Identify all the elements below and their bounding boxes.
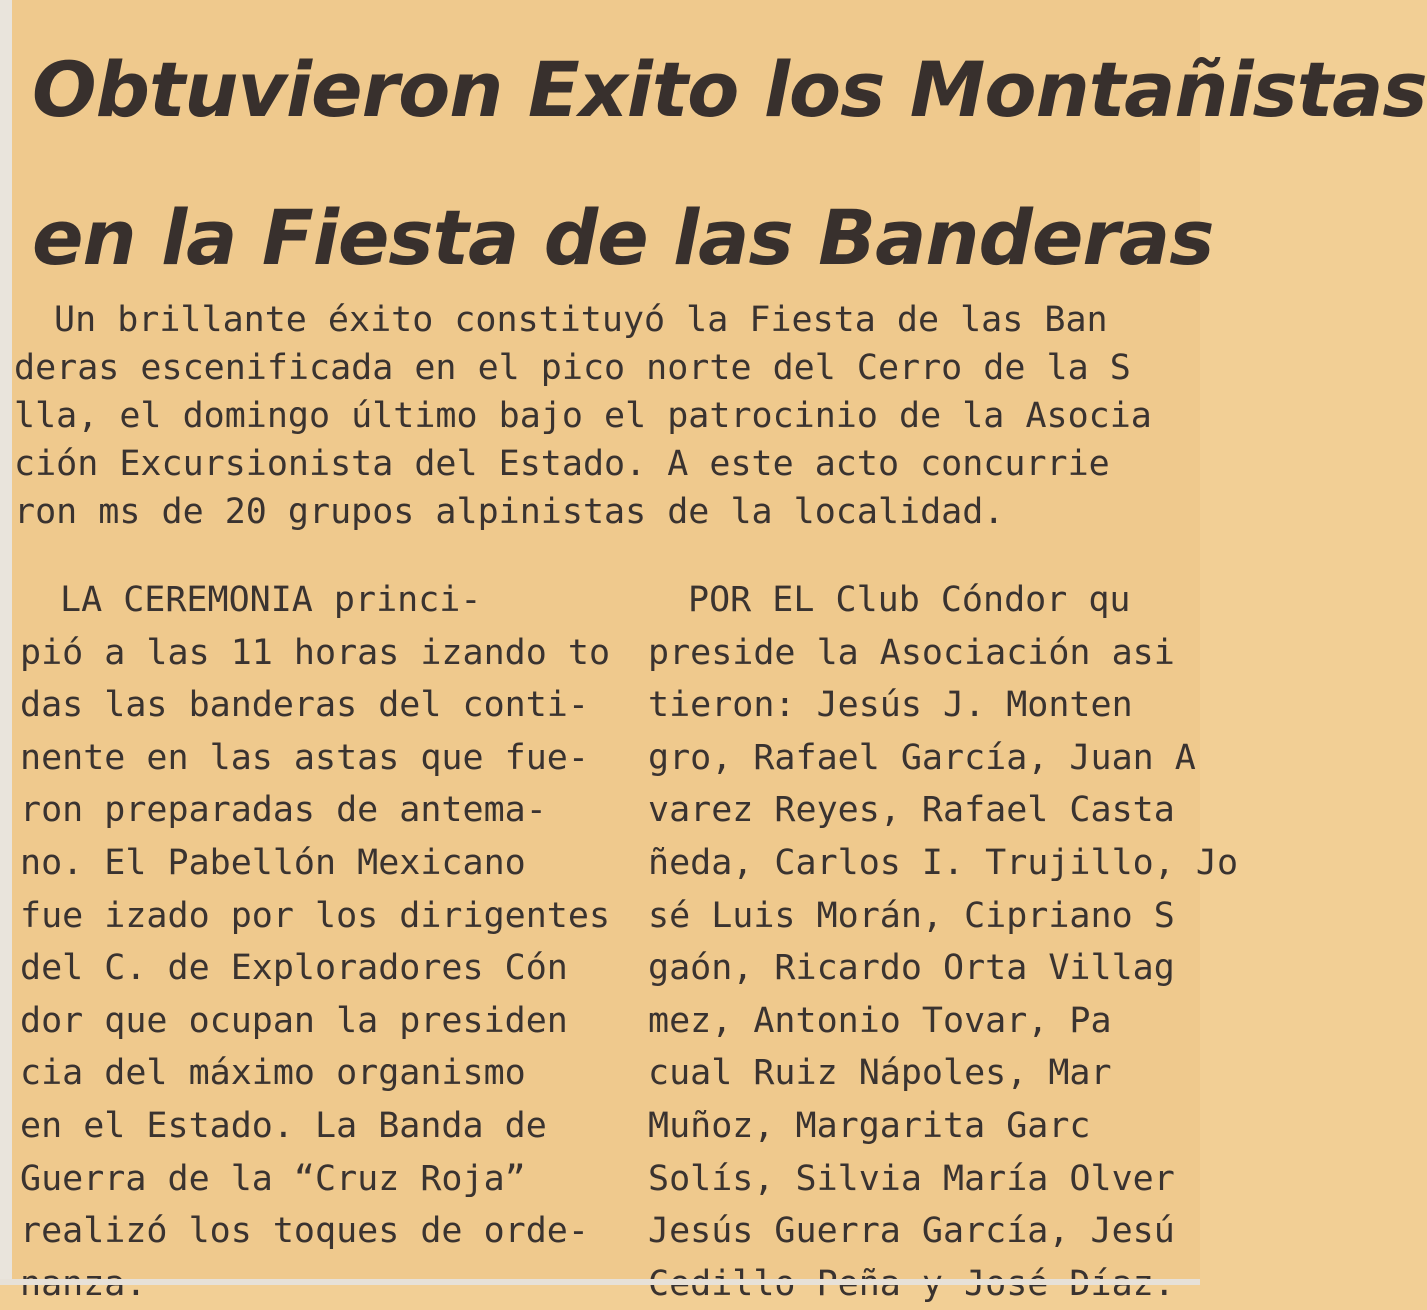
column-line: gro, Rafael García, Juan A — [648, 737, 1196, 778]
column-line: no. El Pabellón Mexicano — [20, 842, 526, 883]
lead-line: deras escenificada en el pico norte del Cerro de la S — [14, 348, 1131, 388]
column-line: del C. de Exploradores Cón — [20, 948, 568, 989]
lead-line: lla, el domingo último bajo el patrocinio de la Asocia — [14, 396, 1152, 436]
column-line: tieron: Jesús J. Monten — [648, 685, 1133, 726]
column-line: realizó los toques de orde- — [20, 1211, 589, 1252]
column-line: Solís, Silvia María Olver — [648, 1158, 1175, 1199]
column-line: preside la Asociación asi — [648, 632, 1175, 673]
lead-line: ción Excursionista del Estado. A este acto concurrie — [14, 444, 1110, 484]
column-line: LA CEREMONIA princi- — [60, 580, 482, 620]
column-line: cual Ruiz Nápoles, Mar — [648, 1053, 1112, 1094]
column-line: varez Reyes, Rafael Casta — [648, 790, 1175, 831]
column-line: Guerra de la “Cruz Roja” — [20, 1158, 526, 1199]
torn-left-edge — [0, 0, 12, 1285]
paper-bottom-edge — [0, 1279, 1200, 1285]
column-line: das las banderas del conti- — [20, 685, 589, 726]
column-line: Muñoz, Margarita Garc — [648, 1105, 1091, 1146]
column-line: fue izado por los dirigentes — [20, 895, 611, 936]
lead-line: ron ms de 20 grupos alpinistas de la localidad. — [14, 492, 1005, 532]
column-line: mez, Antonio Tovar, Pa — [648, 1000, 1112, 1041]
column-line: dor que ocupan la presiden — [20, 1000, 568, 1041]
lead-line: Un brillante éxito constituyó la Fiesta de las Ban — [54, 300, 1108, 340]
column-line: POR EL Club Cóndor qu — [688, 580, 1131, 620]
headline-line-1: Obtuvieron Exito los Montañistas — [32, 45, 1427, 134]
lead-paragraph — [14, 296, 1314, 536]
column-line: en el Estado. La Banda de — [20, 1105, 547, 1146]
column-right — [648, 574, 1298, 1310]
column-line: pió a las 11 horas izando to — [20, 632, 611, 673]
headline-line-2: en la Fiesta de las Banderas — [32, 193, 1214, 282]
column-line: gaón, Ricardo Orta Villag — [648, 948, 1175, 989]
column-line: ron preparadas de antema- — [20, 790, 547, 831]
column-left — [20, 574, 620, 1310]
column-line: nente en las astas que fue- — [20, 737, 589, 778]
column-line: sé Luis Morán, Cipriano S — [648, 895, 1175, 936]
column-line: Jesús Guerra García, Jesú — [648, 1211, 1175, 1252]
column-line: ñeda, Carlos I. Trujillo, Jo — [648, 842, 1239, 883]
column-line: cia del máximo organismo — [20, 1053, 526, 1094]
